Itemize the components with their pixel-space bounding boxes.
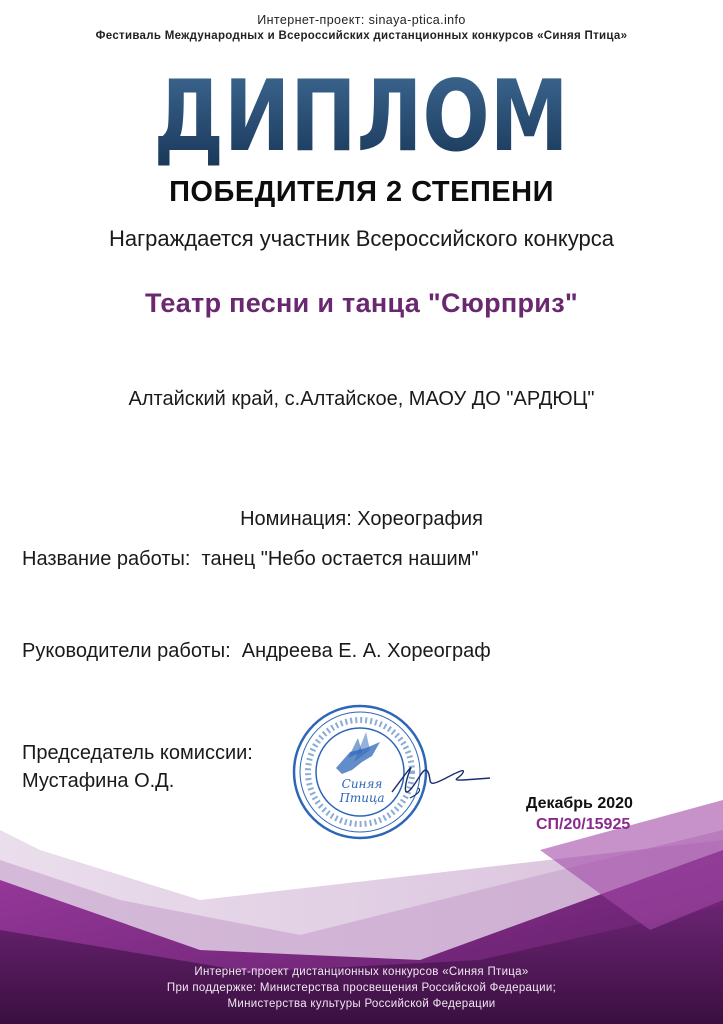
diploma-code: СП/20/15925 (536, 816, 631, 833)
participant-location: Алтайский край, с.Алтайское, МАОУ ДО "АРДЮЦ" (128, 388, 595, 410)
bird-icon (336, 732, 380, 774)
official-stamp (292, 702, 502, 850)
footer-line-1: Интернет-проект дистанционных конкурсов «Синяя Птица» (194, 966, 529, 978)
header-festival: Фестиваль Международных и Всероссийских дистанционных конкурсов «Синяя Птица» (95, 30, 628, 42)
nomination: Номинация: Хореография (240, 508, 483, 530)
diploma-title (150, 60, 573, 174)
awarded-text: Награждается участник Всероссийского конкурса (108, 226, 615, 251)
issue-date: Декабрь 2020 (526, 795, 633, 812)
footer-line-3: Министерства культуры Российской Федерации (227, 998, 496, 1010)
footer-line-2: При поддержке: Министерства просвещения Российской Федерации; (166, 982, 557, 994)
header-site: Интернет-проект: sinaya-ptica.info (257, 13, 466, 27)
winner-degree: ПОБЕДИТЕЛЯ 2 СТЕПЕНИ (169, 176, 554, 208)
work-leaders: Руководители работы: Андреева Е. А. Хореограф (22, 640, 491, 662)
diploma-title-text: ДИПЛОМ (153, 60, 569, 174)
signature (392, 768, 490, 792)
chair-name: Мустафина О.Д. (22, 770, 175, 792)
participant-name: Театр песни и танца "Сюрприз" (144, 288, 579, 318)
stamp-text-1: Синяя (341, 777, 383, 791)
work-name: Название работы: танец "Небо остается нашим" (22, 548, 479, 570)
chair-label: Председатель комиссии: (22, 742, 253, 764)
stamp-text-2: Птица (339, 791, 385, 805)
